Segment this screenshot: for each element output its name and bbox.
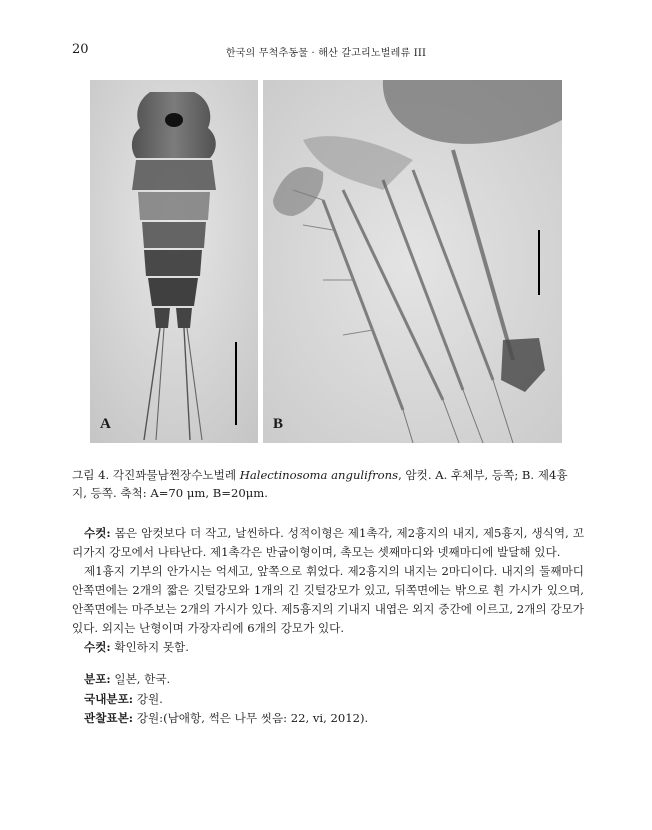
micrograph-panel-a [90,80,258,443]
figure [90,80,562,443]
description-text [72,524,584,657]
domestic-text: 강원. [133,691,163,706]
leg-paragraph: 제1흉지 기부의 안가시는 억세고, 앞쪽으로 휘었다. 제2흉지의 내지는 2마디이다. 내지의 둘째마디 안쪽면에는 2개의 짧은 깃털강모와 1개의 긴 깃털강모가 있고, 뒤쪽면에는 밖으로 휜 가시가 있으며, 안쪽면에는 마주보는 2개의 가시가 있다. 제5흉지의 기내지 내엽은 외지 중간에 이르고, 2개의 강모가 있다. 외지는 난형이며 가장자리에 6개의 강모가 있다. [72,564,584,635]
domestic-distribution-line [84,690,368,710]
panel-label-a: A [100,416,111,432]
swimming-leg-image [263,80,562,443]
specimen-text: 강원:(남애항, 썩은 나무 씻음: 22, vi, 2012). [133,711,369,725]
page-number: 20 [72,42,89,57]
caption-prefix: 그림 4. 각진꽈물남쩐장수노벌레 [72,468,240,482]
distribution-section [84,670,368,729]
distribution-text: 일본, 한국. [110,672,171,686]
distribution-label: 분포: [84,672,111,686]
male-confirm-text: 확인하지 못함. [110,640,189,654]
distribution-line [84,670,368,690]
caption-species: Halectinosoma angulifrons [239,468,399,482]
male-confirm-paragraph [72,638,584,657]
domestic-label: 국내분포: [84,691,134,706]
copepod-body-image [90,80,258,443]
male-text: 몸은 암컷보다 더 작고, 날씬하다. 성적이형은 제1촉각, 제2흉지의 내지, 제5흉지, 생식역, 꼬리가지 강모에서 나타난다. 제1촉각은 반굽이형이며, 촉모는 셋째마디와 넷째마디에 발달해 있다. [72,526,584,559]
micrograph-panel-b [263,80,562,443]
figure-caption [72,466,582,502]
male-label: 수컷: [84,526,111,540]
caption-suffix: , 암컷. A. 후체부, 등쪽; B. 제4흉지, 등쪽. 축척: A=70 μm, B=20μm. [72,468,568,500]
specimen-label: 관찰표본: [84,711,134,725]
male-confirm-label: 수컷: [84,640,111,654]
male-paragraph [72,524,584,562]
panel-label-b: B [273,416,284,432]
specimen-line [84,709,368,729]
running-header: 한국의 무척추동물 · 해산 갈고리노벌레류 III [225,48,427,59]
